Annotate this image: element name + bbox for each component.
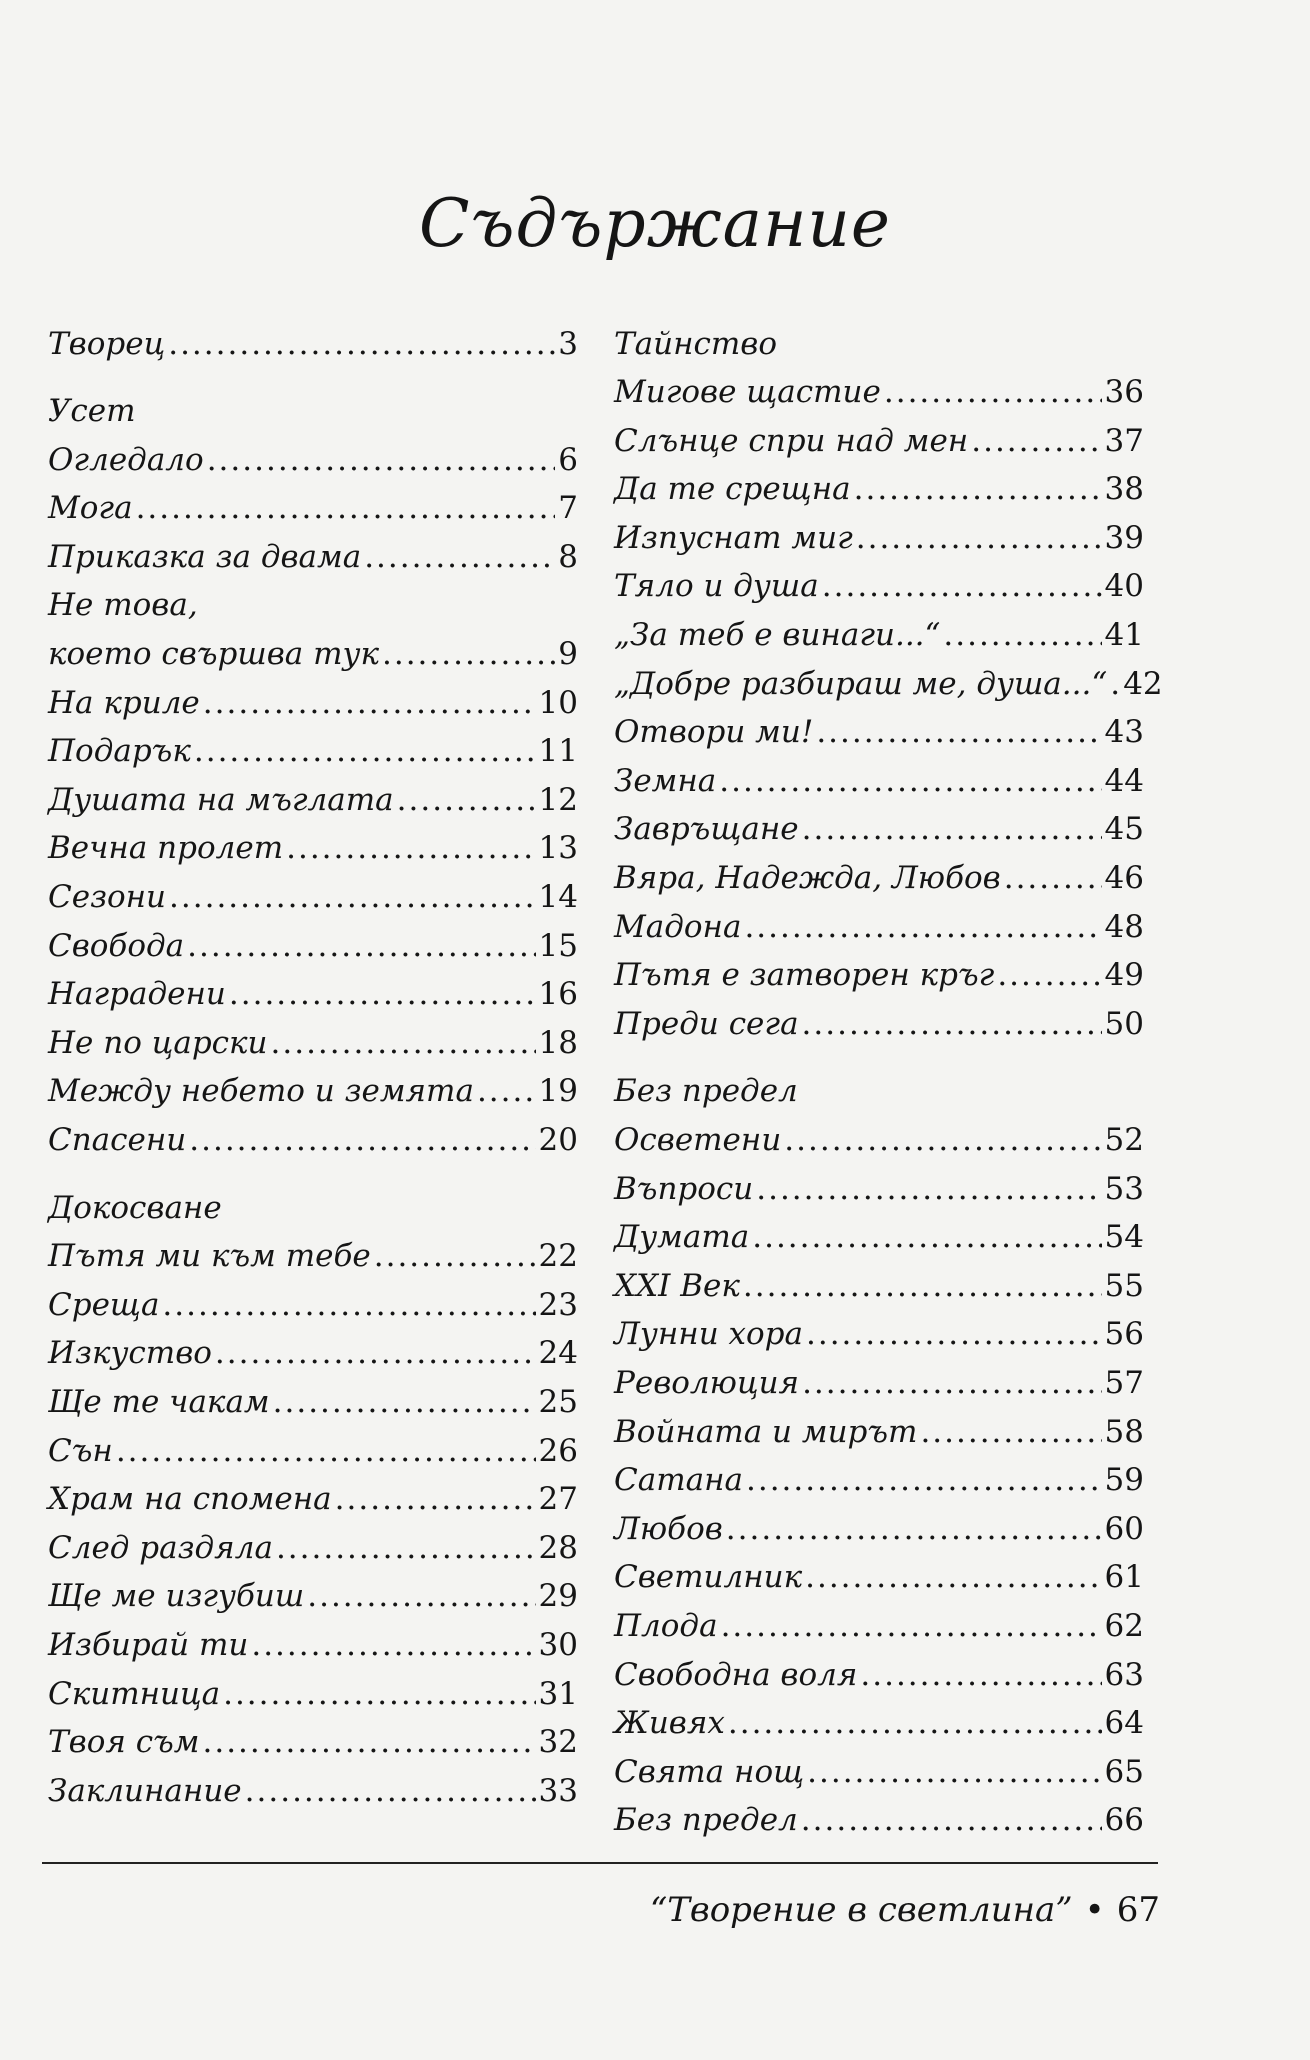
entry-page-number: 20 <box>538 1122 578 1158</box>
entry-page-number: 37 <box>1104 422 1144 459</box>
entry-title: Между небето и земята <box>48 1073 474 1110</box>
footer-page-number: 67 <box>1116 1890 1160 1930</box>
dot-leader <box>1004 861 1102 895</box>
entry-page-number: 50 <box>1104 1005 1144 1042</box>
footer-book-title: “Творение в светлина” <box>649 1890 1073 1930</box>
entry-page-number: 64 <box>1104 1705 1144 1742</box>
toc-entry <box>614 506 1144 555</box>
dot-leader <box>997 958 1101 992</box>
toc-right-column <box>614 312 1163 1839</box>
toc-entry <box>48 623 578 672</box>
dot-leader <box>397 783 536 817</box>
entry-page-number: 12 <box>538 781 578 818</box>
entry-page-number: 54 <box>1104 1219 1144 1256</box>
dot-leader <box>1110 667 1120 701</box>
dot-leader <box>116 1434 536 1468</box>
entry-page-number: 58 <box>1104 1413 1144 1450</box>
entry-title: Избирай ти <box>48 1626 249 1663</box>
toc-entry <box>48 817 578 866</box>
entry-title: На криле <box>48 684 200 721</box>
entry-page-number: 59 <box>1104 1462 1144 1499</box>
toc-entry <box>614 555 1144 604</box>
entry-title: Мадона <box>614 908 742 945</box>
entry-title: Светилник <box>614 1559 803 1596</box>
dot-leader <box>856 521 1102 555</box>
entry-page-number: 55 <box>1104 1267 1144 1304</box>
entry-page-number: 38 <box>1104 471 1144 508</box>
entry-title: Пътя е затворен кръг <box>614 957 995 994</box>
dot-leader <box>784 1123 1101 1157</box>
entry-title: Мигове щастие <box>614 374 881 411</box>
toc-entry <box>48 1370 578 1419</box>
entry-title: Изкуство <box>48 1335 212 1372</box>
dot-leader <box>920 1415 1101 1449</box>
entry-page-number: 11 <box>538 733 578 770</box>
toc-entry <box>48 1662 578 1711</box>
dot-leader <box>884 375 1102 409</box>
entry-page-number: 49 <box>1104 957 1144 994</box>
entry-title: Скитница <box>48 1675 221 1712</box>
entry-title: Лунни хора <box>614 1316 803 1353</box>
entry-title: След раздяла <box>48 1529 273 1566</box>
entry-page-number: 44 <box>1104 762 1144 799</box>
entry-title: което свършва тук <box>48 636 379 673</box>
entry-title: Любов <box>614 1510 723 1547</box>
toc-entry <box>614 701 1144 750</box>
entry-title: Свобода <box>48 927 185 964</box>
toc-entry <box>48 1419 578 1468</box>
entry-page-number: 62 <box>1104 1607 1144 1644</box>
footer-divider <box>42 1862 1158 1864</box>
entry-page-number: 43 <box>1104 714 1144 751</box>
entry-page-number: 36 <box>1104 374 1144 411</box>
toc-entry <box>614 458 1144 507</box>
dot-leader <box>728 1706 1102 1740</box>
toc-entry-line <box>48 574 578 623</box>
entry-page-number: 48 <box>1104 908 1144 945</box>
toc-entry <box>48 720 578 769</box>
entry-title: Слънце спри над мен <box>614 422 969 459</box>
entry-title: Живях <box>614 1705 725 1742</box>
entry-title: Думата <box>614 1219 750 1256</box>
toc-entry <box>614 1254 1144 1303</box>
dot-leader <box>189 1123 535 1157</box>
entry-page-number: 61 <box>1104 1559 1144 1596</box>
toc-entry <box>48 1759 578 1808</box>
entry-title: Изпуснат миг <box>614 519 853 556</box>
toc-entry <box>48 671 578 720</box>
toc-entry <box>614 1449 1144 1498</box>
toc-entry <box>48 1516 578 1565</box>
entry-title: Ще те чакам <box>48 1383 270 1420</box>
entry-title: Твоя съм <box>48 1724 200 1761</box>
entry-title: Революция <box>614 1364 800 1401</box>
entry-page-number: 33 <box>538 1772 578 1809</box>
toc-entry <box>48 1565 578 1614</box>
dot-leader <box>271 1026 536 1060</box>
dot-leader <box>364 540 555 574</box>
dot-leader <box>744 910 1101 944</box>
entry-page-number: 7 <box>558 490 578 527</box>
entry-title: Свята нощ <box>614 1753 805 1790</box>
entry-title: Ще ме изгубиш <box>48 1578 305 1615</box>
entry-page-number: 18 <box>538 1024 578 1061</box>
entry-page-number: 23 <box>538 1286 578 1323</box>
entry-page-number: 9 <box>558 636 578 673</box>
entry-page-number: 14 <box>538 879 578 916</box>
entry-page-number: 22 <box>538 1238 578 1275</box>
dot-leader <box>276 1531 536 1565</box>
dot-leader <box>203 1725 536 1759</box>
entry-title: Земна <box>614 762 717 799</box>
dot-leader <box>223 1677 535 1711</box>
toc-entry <box>614 1303 1144 1352</box>
entry-title: Да те срещна <box>614 471 851 508</box>
toc-entry <box>48 525 578 574</box>
entry-page-number: 15 <box>538 927 578 964</box>
entry-title: Заклинание <box>48 1772 242 1809</box>
dot-leader <box>168 327 555 361</box>
entry-page-number: 31 <box>538 1675 578 1712</box>
toc-entry <box>48 477 578 526</box>
dot-leader <box>251 1628 535 1662</box>
entry-page-number: 3 <box>558 325 578 362</box>
entry-title: Войната и мирът <box>614 1413 918 1450</box>
toc-entry <box>48 866 578 915</box>
dot-leader <box>854 472 1102 506</box>
dot-leader <box>746 1463 1102 1497</box>
entry-title: Сън <box>48 1432 113 1469</box>
toc-entry <box>48 1109 578 1158</box>
toc-entry <box>614 1594 1144 1643</box>
entry-title: Преди сега <box>614 1005 799 1042</box>
entry-page-number: 53 <box>1104 1170 1144 1207</box>
dot-leader <box>207 443 556 477</box>
toc-entry <box>614 409 1144 458</box>
toc-entry <box>48 1711 578 1760</box>
entry-page-number: 41 <box>1104 617 1144 654</box>
dot-leader <box>802 1366 1101 1400</box>
toc-entry <box>614 944 1144 993</box>
dot-leader <box>822 569 1102 603</box>
dot-leader <box>860 1658 1101 1692</box>
section-title: Без предел <box>614 1073 798 1110</box>
toc-entry <box>48 1613 578 1662</box>
dot-leader <box>805 1560 1101 1594</box>
entry-title: Вечна пролет <box>48 830 284 867</box>
dot-leader <box>802 1007 1102 1041</box>
entry-page-number: 24 <box>538 1335 578 1372</box>
toc-entry <box>48 428 578 477</box>
dot-leader <box>229 977 536 1011</box>
entry-page-number: 28 <box>538 1529 578 1566</box>
toc-entry <box>614 1546 1144 1595</box>
toc-entry <box>614 1740 1144 1789</box>
entry-title: Творец <box>48 325 166 362</box>
entry-page-number: 45 <box>1104 811 1144 848</box>
dot-leader <box>806 1317 1102 1351</box>
toc-entry <box>48 1468 578 1517</box>
section-title: Тайнство <box>614 325 778 362</box>
dot-leader <box>743 1269 1102 1303</box>
dot-leader <box>286 831 535 865</box>
entry-page-number: 29 <box>538 1578 578 1615</box>
toc-entry <box>614 1692 1144 1741</box>
page-footer <box>650 1890 1160 1930</box>
toc-entry <box>614 1497 1144 1546</box>
toc-section-heading <box>48 1176 578 1225</box>
entry-title: Без предел <box>614 1802 798 1839</box>
entry-page-number: 30 <box>538 1626 578 1663</box>
dot-leader <box>136 491 556 525</box>
dot-leader <box>802 812 1102 846</box>
toc-entry <box>614 1643 1144 1692</box>
entry-title: Не това, <box>48 587 198 624</box>
dot-leader <box>203 686 536 720</box>
entry-page-number: 39 <box>1104 519 1144 556</box>
entry-page-number: 66 <box>1104 1802 1144 1839</box>
entry-title: Приказка за двама <box>48 538 362 575</box>
entry-title: Въпроси <box>614 1170 754 1207</box>
toc-entry <box>614 992 1144 1041</box>
entry-page-number: 10 <box>538 684 578 721</box>
entry-title: „Добре разбираш ме, душа...“ <box>614 665 1108 702</box>
toc-entry <box>614 1109 1144 1158</box>
toc-entry <box>48 1322 578 1371</box>
dot-leader <box>477 1074 536 1108</box>
toc-entry <box>614 604 1144 653</box>
entry-page-number: 60 <box>1104 1510 1144 1547</box>
entry-page-number: 16 <box>538 976 578 1013</box>
entry-title: Вяра, Надежда, Любов <box>614 860 1001 897</box>
entry-title: Душата на мъглата <box>48 781 394 818</box>
toc-entry <box>614 1206 1144 1255</box>
section-title: Докосване <box>48 1189 222 1226</box>
entry-title: Сезони <box>48 879 167 916</box>
entry-page-number: 8 <box>558 538 578 575</box>
dot-leader <box>719 764 1101 798</box>
entry-page-number: 57 <box>1104 1364 1144 1401</box>
toc-section-heading <box>48 380 578 429</box>
entry-title: Тяло и душа <box>614 568 819 605</box>
dot-leader <box>726 1512 1102 1546</box>
toc-entry <box>48 1225 578 1274</box>
footer-bullet: • <box>1084 1890 1105 1930</box>
dot-leader <box>752 1220 1101 1254</box>
toc-entry <box>48 914 578 963</box>
dot-leader <box>169 880 536 914</box>
dot-leader <box>162 1288 535 1322</box>
dot-leader <box>307 1579 535 1613</box>
toc-entry <box>614 361 1144 410</box>
toc-entry <box>48 1060 578 1109</box>
toc-entry <box>48 963 578 1012</box>
entry-title: „За теб е винаги...“ <box>614 617 941 654</box>
entry-title: Храм на спомена <box>48 1481 332 1518</box>
section-title: Усет <box>48 393 136 430</box>
entry-title: Не по царски <box>48 1024 268 1061</box>
toc-entry <box>614 1400 1144 1449</box>
toc-entry <box>48 768 578 817</box>
dot-leader <box>335 1482 536 1516</box>
toc-entry <box>614 798 1144 847</box>
entry-page-number: 19 <box>538 1073 578 1110</box>
toc-section-heading <box>614 312 1144 361</box>
entry-title: Наградени <box>48 976 226 1013</box>
dot-leader <box>245 1774 536 1808</box>
page-title: Съдържание <box>419 185 891 262</box>
toc-left-column <box>48 312 578 1808</box>
entry-page-number: 25 <box>538 1383 578 1420</box>
entry-title: Осветени <box>614 1122 782 1158</box>
entry-page-number: 56 <box>1104 1316 1144 1353</box>
entry-title: Сатана <box>614 1462 743 1499</box>
dot-leader <box>273 1385 536 1419</box>
dot-leader <box>943 618 1101 652</box>
entry-page-number: 63 <box>1104 1656 1144 1693</box>
entry-page-number: 13 <box>538 830 578 867</box>
dot-leader <box>801 1803 1102 1837</box>
entry-page-number: 42 <box>1123 665 1163 702</box>
entry-page-number: 65 <box>1104 1753 1144 1790</box>
dot-leader <box>721 1609 1102 1643</box>
toc-entry <box>48 1273 578 1322</box>
toc-entry <box>614 847 1144 896</box>
toc-entry <box>614 1789 1144 1838</box>
dot-leader <box>374 1239 536 1273</box>
dot-leader <box>807 1755 1101 1789</box>
entry-title: Пътя ми към тебе <box>48 1238 371 1275</box>
entry-title: Отвори ми! <box>614 714 814 751</box>
entry-page-number: 6 <box>558 441 578 478</box>
toc-entry <box>614 895 1144 944</box>
entry-page-number: 52 <box>1104 1122 1144 1158</box>
entry-title: Спасени <box>48 1122 187 1158</box>
dot-leader <box>187 929 535 963</box>
entry-title: XXI Век <box>614 1267 740 1304</box>
dot-leader <box>215 1336 536 1370</box>
dot-leader <box>816 715 1101 749</box>
toc-entry <box>48 312 578 361</box>
entry-page-number: 40 <box>1104 568 1144 605</box>
toc-entry <box>614 652 1163 702</box>
dot-leader <box>194 734 536 768</box>
toc-entry <box>614 1157 1144 1206</box>
entry-page-number: 46 <box>1104 860 1144 897</box>
entry-page-number: 32 <box>538 1724 578 1761</box>
entry-title: Завръщане <box>614 811 799 848</box>
entry-title: Мога <box>48 490 133 527</box>
entry-title: Огледало <box>48 441 204 478</box>
entry-page-number: 26 <box>538 1432 578 1469</box>
toc-entry <box>614 749 1144 798</box>
dot-leader <box>971 424 1101 458</box>
dot-leader <box>756 1172 1101 1206</box>
dot-leader <box>382 637 555 671</box>
entry-title: Плода <box>614 1607 718 1644</box>
toc-section-heading <box>614 1060 1144 1109</box>
entry-title: Среща <box>48 1286 160 1323</box>
toc-entry <box>48 1011 578 1060</box>
entry-page-number: 27 <box>538 1481 578 1518</box>
toc-entry <box>614 1351 1144 1400</box>
entry-title: Свободна воля <box>614 1656 858 1693</box>
entry-title: Подарък <box>48 733 191 770</box>
